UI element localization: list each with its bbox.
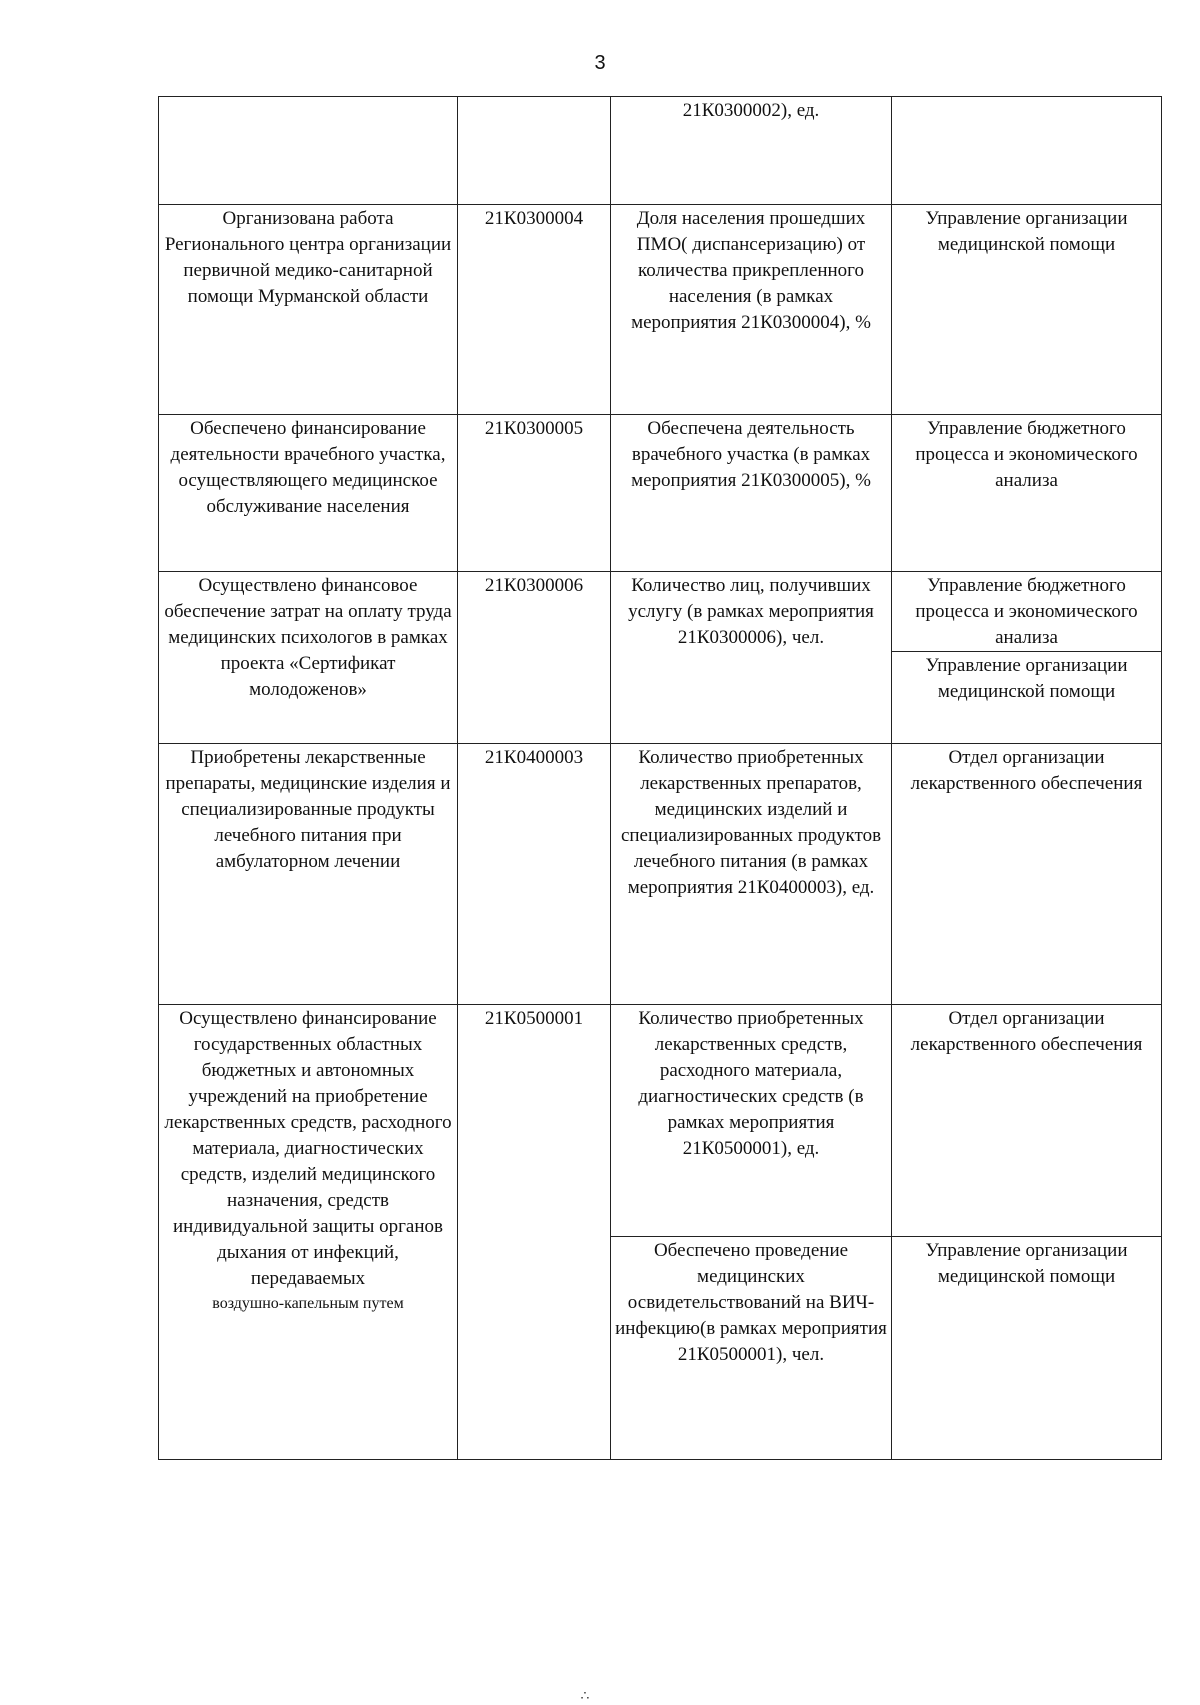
code-cell: 21К0300006 <box>458 572 611 744</box>
table-row <box>159 205 1162 415</box>
table-row <box>159 415 1162 572</box>
indicator-cell: Обеспечена деятельность врачебного участка (в рамках мероприятия 21К0300005), % <box>611 415 892 572</box>
table-row <box>159 97 1162 205</box>
code-cell: 21К0300005 <box>458 415 611 572</box>
table-row <box>159 744 1162 1005</box>
indicator-cell: Количество лиц, получивших услугу (в рамках мероприятия 21К0300006), чел. <box>611 572 892 744</box>
code-cell <box>458 97 611 205</box>
result-cell <box>159 1005 458 1460</box>
indicator-cell: Количество приобретенных лекарственных препаратов, медицинских изделий и специализированных продуктов лечебного питания (в рамках мероприятия 21К0400003), ед. <box>611 744 892 1005</box>
result-cell: Организована работа Регионального центра организации первичной медико-санитарной помощи Мурманской области <box>159 205 458 415</box>
code-cell: 21К0400003 <box>458 744 611 1005</box>
responsible-cell: Управление бюджетного процесса и экономического анализа <box>892 572 1162 652</box>
indicator-cell: Обеспечено проведение медицинских освидетельствований на ВИЧ-инфекцию(в рамках мероприятия 21К0500001), чел. <box>611 1237 892 1460</box>
result-cell: Приобретены лекарственные препараты, медицинские изделия и специализированные продукты лечебного питания при амбулаторном лечении <box>159 744 458 1005</box>
responsible-cell: Управление организации медицинской помощи <box>892 652 1162 744</box>
result-cell <box>159 97 458 205</box>
code-cell: 21К0500001 <box>458 1005 611 1460</box>
result-text: Осуществлено финансирование государственных областных бюджетных и автономных учреждений на приобретение лекарственных средств, расходного материала, диагностических средств, изделий медицинского назначения, средств индивидуальной защиты органов дыхания от инфекций, передаваемых <box>164 1008 452 1289</box>
indicators-table <box>158 96 1162 1460</box>
indicator-cell: Количество приобретенных лекарственных средств, расходного материала, диагностических средств (в рамках мероприятия 21К0500001), ед. <box>611 1005 892 1237</box>
code-cell: 21К0300004 <box>458 205 611 415</box>
responsible-cell <box>892 97 1162 205</box>
indicator-cell: Доля населения прошедших ПМО( диспансеризацию) от количества прикрепленного населения (в рамках мероприятия 21К0300004), % <box>611 205 892 415</box>
responsible-cell: Отдел организации лекарственного обеспечения <box>892 744 1162 1005</box>
scan-mark: ∴ <box>580 1689 590 1704</box>
result-cell: Обеспечено финансирование деятельности врачебного участка, осуществляющего медицинское обслуживание населения <box>159 415 458 572</box>
indicator-cell: 21К0300002), ед. <box>611 97 892 205</box>
table-row <box>159 1005 1162 1237</box>
result-text-tail: воздушно-капельным путем <box>212 1295 404 1312</box>
responsible-cell: Управление организации медицинской помощи <box>892 205 1162 415</box>
table-row <box>159 572 1162 652</box>
responsible-cell: Управление бюджетного процесса и экономического анализа <box>892 415 1162 572</box>
page-number: 3 <box>594 52 606 74</box>
responsible-cell: Отдел организации лекарственного обеспечения <box>892 1005 1162 1237</box>
responsible-cell: Управление организации медицинской помощи <box>892 1237 1162 1460</box>
result-cell: Осуществлено финансовое обеспечение затрат на оплату труда медицинских психологов в рамках проекта «Сертификат молодоженов» <box>159 572 458 744</box>
